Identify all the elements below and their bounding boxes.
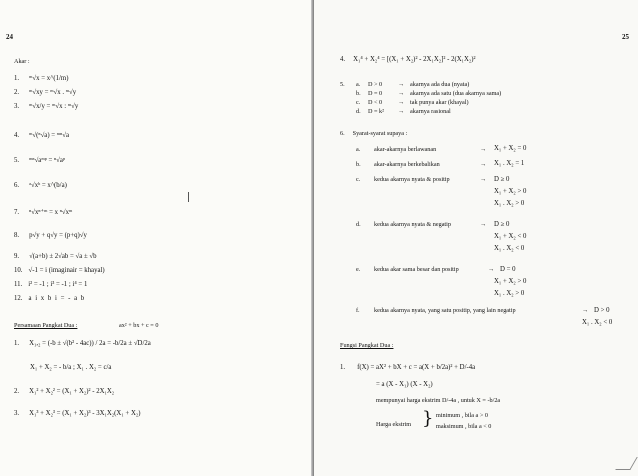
section-title-persamaan: Persamaan Pangkat Dua : — [14, 322, 78, 329]
item-num: 3. — [14, 103, 20, 110]
conditions-title: Syarat-syarat supaya : — [352, 130, 408, 137]
cond-text: kedua akarnya nyata & positip — [374, 176, 450, 183]
cond-text: akar-akarnya berkebalikan — [374, 161, 440, 168]
item-expr: ᵃ√xᵇ = x^(b/a) — [29, 182, 67, 189]
item-expr: X₁³ + X₂³ = (X₁ + X₂)³ - 3X₁X₂(X₁ + X₂) — [29, 410, 141, 417]
cond-text: kedua akarnya nyata, yang satu positip, yang lain negatip — [374, 307, 516, 314]
cond-letter: d. — [356, 221, 361, 228]
row-desc: akarnya ada satu (dua akarnya sama) — [410, 90, 502, 97]
item-num: 4. — [14, 132, 20, 139]
cond-result: D ≥ 0 — [494, 221, 510, 228]
row-letter: c. — [356, 99, 361, 106]
minimum-text: minimum , bila a > 0 — [436, 412, 488, 419]
extreme-value-line: mempunyai harga ekstrim D/-4a , untuk X = -b/2a — [376, 397, 501, 404]
cond-result: X₁ . X₂ = 1 — [494, 160, 525, 167]
row-condition: D > 0 — [368, 81, 383, 88]
item-num: 2. — [14, 388, 20, 395]
row-letter: b. — [356, 90, 361, 97]
item-num: 1. — [14, 75, 20, 82]
arrow: → — [480, 176, 487, 183]
section-title-fungsi: Fungsi Pangkat Dua : — [340, 342, 394, 349]
item-num: 1. — [340, 364, 346, 371]
item-num: 6. — [340, 130, 345, 137]
row-desc: tak punya akar (khayal) — [410, 99, 469, 106]
left-page — [0, 0, 314, 476]
ekstrim-label: Harga ekstrim — [376, 421, 412, 428]
cond-text: akar-akarnya berlawanan — [374, 146, 437, 153]
item-expr: ᵐ√(ⁿ√a) = ᵐⁿ√a — [29, 132, 70, 139]
cond-result: X₁ + X₂ > 0 — [494, 278, 527, 285]
arrow: → — [582, 307, 589, 314]
right-page — [314, 0, 638, 476]
akar-title: Akar : — [14, 58, 30, 65]
item-num: 1. — [14, 340, 20, 347]
cond-result: D = 0 — [500, 266, 516, 273]
item-num: 5. — [340, 81, 345, 88]
general-form: ax² + bx + c = 0 — [118, 322, 159, 329]
arrow: → — [488, 266, 495, 273]
dash: → — [398, 99, 405, 106]
item-num: 3. — [14, 410, 20, 417]
item-num: 9. — [14, 253, 20, 260]
dash: → — [398, 81, 405, 88]
cond-result: D ≥ 0 — [494, 176, 510, 183]
item-expr: X₁ + X₂ = - b/a ; X₁ . X₂ = c/a — [30, 364, 112, 371]
cond-letter: e. — [356, 266, 361, 273]
dash: → — [398, 108, 405, 115]
item-expr: ᵐ√x/y = ᵐ√x : ᵐ√y — [29, 103, 79, 110]
item-num: 10. — [14, 267, 23, 274]
row-desc: akarnya ada dua (nyata) — [410, 81, 470, 88]
item-num: 6. — [14, 182, 20, 189]
cond-text: kedua akarnya nyata & negatip — [374, 221, 451, 228]
row-desc: akarnya rasional — [410, 108, 451, 115]
cond-result: X₁ . X₂ > 0 — [494, 290, 525, 297]
cond-letter: c. — [356, 176, 361, 183]
factored-form: = a (X - X₁) (X - X₂) — [376, 381, 433, 388]
row-condition: D < 0 — [368, 99, 383, 106]
item-expr: X₁⁴ + X₂⁴ = [(X₁ + X₂)² - 2X₁X₂]² - 2(X₁X₂)² — [353, 56, 476, 63]
brace: } — [422, 408, 434, 429]
maximum-text: maksimum , bila a < 0 — [436, 423, 492, 430]
item-num: 2. — [14, 89, 20, 96]
item-expr: X₁² + X₂² = (X₁ + X₂)² - 2X₁X₂ — [29, 388, 115, 395]
dash: → — [398, 90, 405, 97]
page-number-left: 24 — [6, 33, 13, 41]
item-num: 4. — [340, 56, 346, 63]
row-letter: d. — [356, 108, 361, 115]
stray-mark — [188, 192, 189, 202]
cond-result: X₁ + X₂ = 0 — [494, 145, 527, 152]
cond-letter: b. — [356, 161, 361, 168]
item-expr: √-1 = i (imaginair = khayal) — [28, 267, 105, 274]
item-num: 7. — [14, 209, 20, 216]
item-num: 5. — [14, 157, 20, 164]
item-expr: √(a+b) ± 2√ab = √a ± √b — [29, 253, 97, 260]
row-letter: a. — [356, 81, 361, 88]
item-num: 12. — [14, 295, 23, 302]
row-condition: D = 0 — [368, 90, 383, 97]
row-condition: D = k² — [368, 108, 385, 115]
cond-result: X₁ + X₂ < 0 — [494, 233, 527, 240]
cond-result: X₁ . X₂ < 0 — [582, 319, 613, 326]
item-expr: p√y + q√y = (p+q)√y — [29, 232, 87, 239]
item-expr: i² = -1 ; i³ = -1 ; i⁴ = 1 — [28, 281, 88, 288]
cond-result: X₁ + X₂ > 0 — [494, 188, 527, 195]
cond-text: kedua akar sama besar dan positip — [374, 266, 459, 273]
cond-result: D > 0 — [594, 307, 610, 314]
cond-letter: a. — [356, 146, 361, 153]
item-expr: ᵐⁿ√aᵐᵖ = ⁿ√aᵖ — [29, 157, 65, 164]
item-num: 8. — [14, 232, 20, 239]
page-number-right: 25 — [622, 33, 629, 41]
page-corner-mark — [615, 457, 638, 470]
arrow: → — [480, 146, 487, 153]
item-num: 11. — [14, 281, 23, 288]
cond-result: X₁ . X₂ < 0 — [494, 245, 525, 252]
item-expr: ᵐ√xy = ᵐ√x . ᵐ√y — [29, 89, 77, 96]
cond-result: X₁ . X₂ > 0 — [494, 200, 525, 207]
item-expr: ᵐ√x = x^(1/m) — [29, 75, 69, 82]
item-expr: f(X) = aX² + bX + c = a(X + b/2a)² + D/-4a — [357, 364, 476, 371]
arrow: → — [480, 221, 487, 228]
item-expr: a i x b i = - a b — [28, 295, 86, 302]
cond-letter: f. — [356, 307, 360, 314]
item-expr: ⁿ√xⁿ⁺ᵐ = x ⁿ√xᵐ — [29, 209, 73, 216]
item-expr: X₁,₂ = (-b ± √(b² - 4ac)) / 2a = -b/2a ± √D/2a — [29, 340, 151, 347]
arrow: → — [480, 161, 487, 168]
